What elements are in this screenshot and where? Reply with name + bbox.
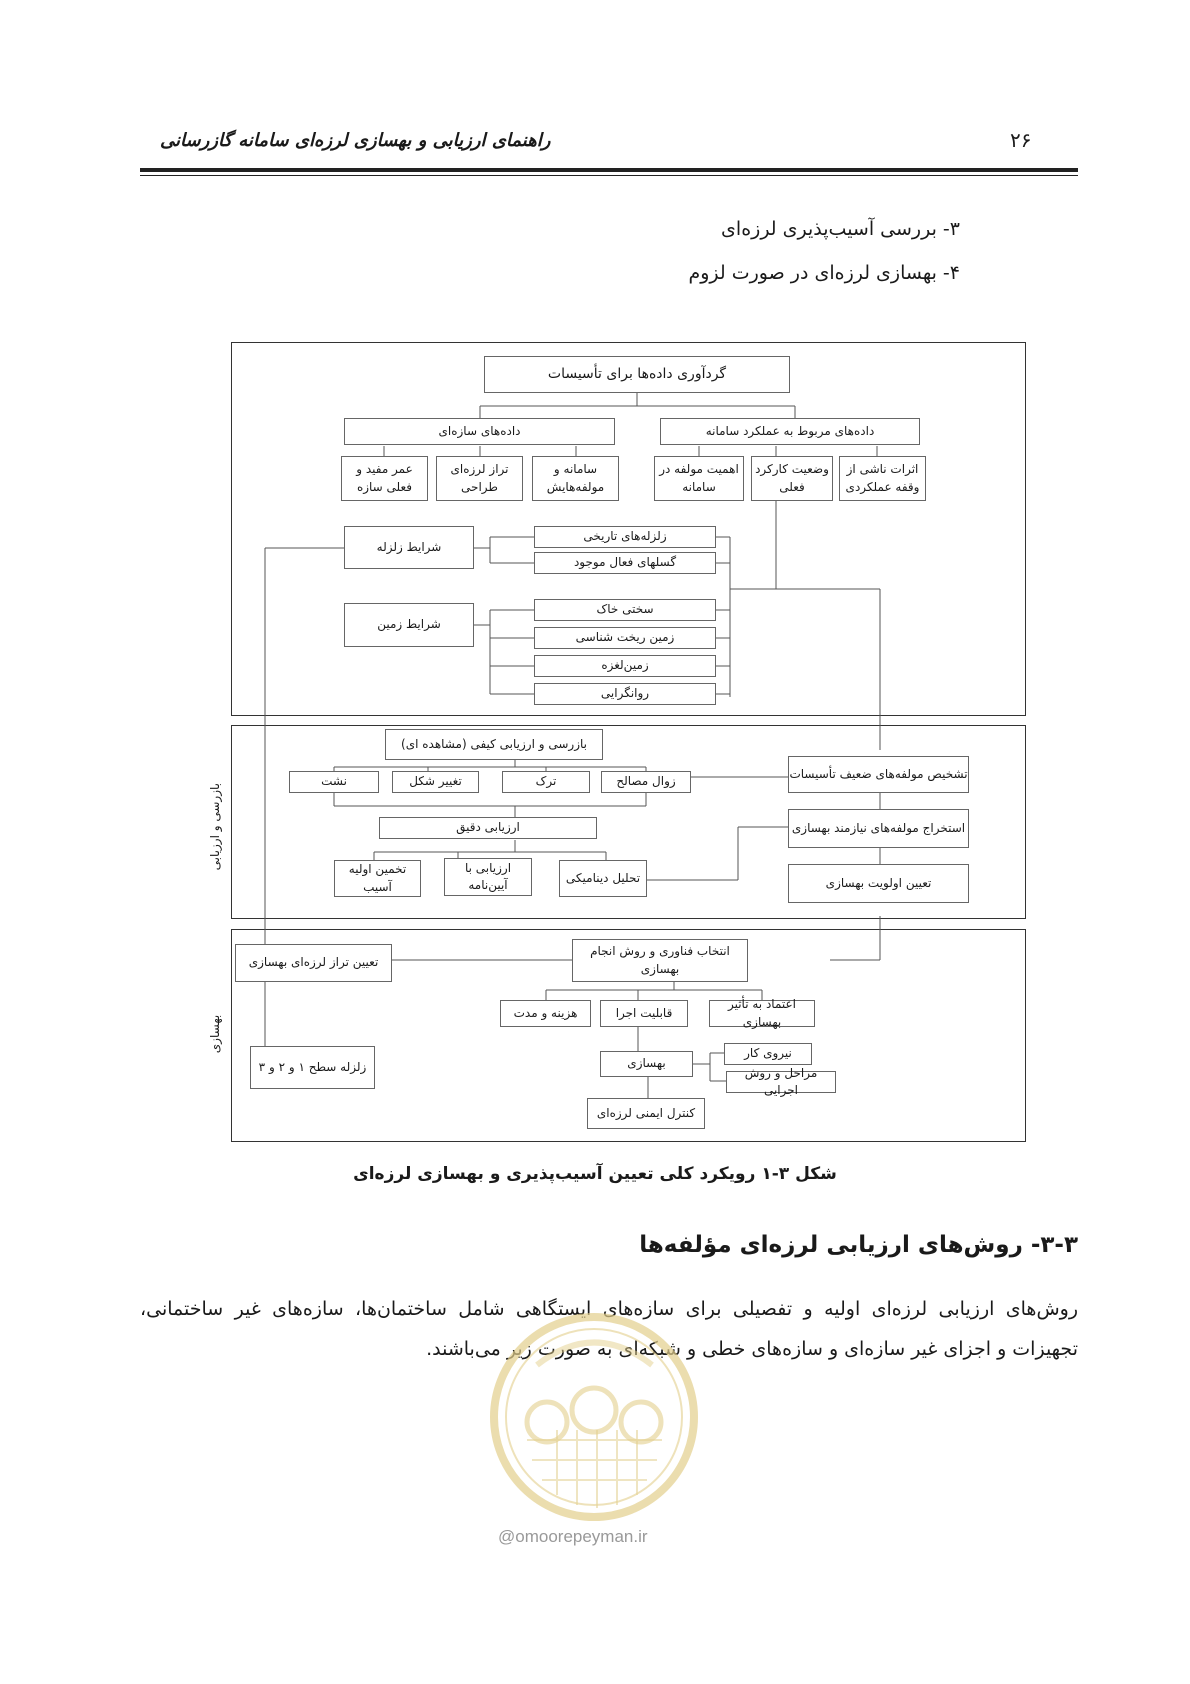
box-life-age: عمر مفید و فعلی سازه: [341, 456, 428, 501]
box-select-method: انتخاب فناوری و روش انجام بهسازی: [572, 939, 748, 982]
box-earthquake-conditions: شرایط زلزله: [344, 526, 474, 569]
box-historic-earthquakes: زلزله‌های تاریخی: [534, 526, 716, 548]
side-label-retrofit: بهسازی: [208, 1014, 222, 1054]
box-execution-stages: مراحل و روش اجرایی: [726, 1071, 836, 1093]
list-item-3: ۳- بررسی آسیب‌پذیری لرزه‌ای: [721, 218, 960, 240]
box-data-collection: گردآوری داده‌ها برای تأسیسات: [484, 356, 790, 393]
box-leak: نشت: [289, 771, 379, 793]
box-liquefaction: روانگرایی: [534, 683, 716, 705]
running-title: راهنمای ارزیابی و بهسازی لرزه‌ای سامانه گازرسانی: [160, 130, 551, 151]
box-extract-components: استخراج مولفه‌های نیازمند بهسازی: [788, 809, 969, 848]
box-crack: ترک: [502, 771, 590, 793]
box-landslide: زمین‌لغزه: [534, 655, 716, 677]
box-current-function: وضعیت کارکرد فعلی: [751, 456, 833, 501]
box-deformation: تغییر شکل: [392, 771, 479, 793]
watermark-logo: [487, 1310, 702, 1525]
box-active-faults: گسلهای فعال موجود: [534, 552, 716, 574]
box-outage-effects: اثرات ناشی از وقفه عملکردی: [839, 456, 926, 501]
box-qualitative-inspection: بازرسی و ارزیابی کیفی (مشاهده ای): [385, 729, 603, 760]
box-design-seismic-level: تراز لرزه‌ای طراحی: [436, 456, 523, 501]
box-system-components: سامانه و مولفه‌هایش: [532, 456, 619, 501]
box-soil-stiffness: سختی خاک: [534, 599, 716, 621]
box-retrofit: بهسازی: [600, 1051, 693, 1077]
figure-caption: شکل ۳-۱ رویکرد کلی تعیین آسیب‌پذیری و بهسازی لرزه‌ای: [353, 1164, 837, 1184]
page-number: ۲۶: [1010, 128, 1032, 152]
section-heading: ۳-۳- روش‌های ارزیابی لرزه‌ای مؤلفه‌ها: [639, 1232, 1078, 1258]
list-item-4: ۴- بهسازی لرزه‌ای در صورت لزوم: [688, 262, 960, 284]
box-weak-components: تشخیص مولفه‌های ضعیف تأسیسات: [788, 756, 969, 793]
box-workforce: نیروی کار: [724, 1043, 812, 1065]
box-retrofit-priority: تعیین اولویت بهسازی: [788, 864, 969, 903]
section-paragraph: روش‌های ارزیابی لرزه‌ای اولیه و تفصیلی برای سازه‌های ایستگاهی شامل ساختمان‌ها، سازه‌های غیر ساختمانی، تجهیزات و اجزای غیر سازه‌ای و سازه‌های خطی و شبکه‌ای به صورت زیر می‌باشند.: [140, 1298, 1078, 1360]
box-initial-damage-estimate: تخمین اولیه آسیب: [334, 860, 421, 897]
box-system-performance-data: داده‌های مربوط به عملکرد سامانه: [660, 418, 920, 445]
box-feasibility: قابلیت اجرا: [600, 1000, 688, 1027]
box-structural-data: داده‌های سازه‌ای: [344, 418, 615, 445]
box-detailed-evaluation: ارزیابی دقیق: [379, 817, 597, 839]
box-retrofit-seismic-level: تعیین تراز لرزه‌ای بهسازی: [235, 944, 392, 982]
box-seismic-safety-control: کنترل ایمنی لرزه‌ای: [587, 1098, 705, 1129]
box-material-deterioration: زوال مصالح: [601, 771, 691, 793]
box-geomorphology: زمین ریخت شناسی: [534, 627, 716, 649]
box-earthquake-levels: زلزله سطح ۱ و ۲ و ۳: [250, 1046, 375, 1089]
box-dynamic-analysis: تحلیل دینامیکی: [559, 860, 647, 897]
box-code-evaluation: ارزیابی با آیین‌نامه: [444, 858, 532, 896]
watermark-site: @omoorepeyman.ir: [498, 1527, 648, 1546]
side-label-inspection: بازرسی و ارزیابی: [208, 783, 222, 871]
box-component-importance: اهمیت مولفه در سامانه: [654, 456, 744, 501]
box-reliability: اعتماد به تأثیر بهسازی: [709, 1000, 815, 1027]
box-cost-time: هزینه و مدت: [500, 1000, 591, 1027]
box-ground-conditions: شرایط زمین: [344, 603, 474, 647]
